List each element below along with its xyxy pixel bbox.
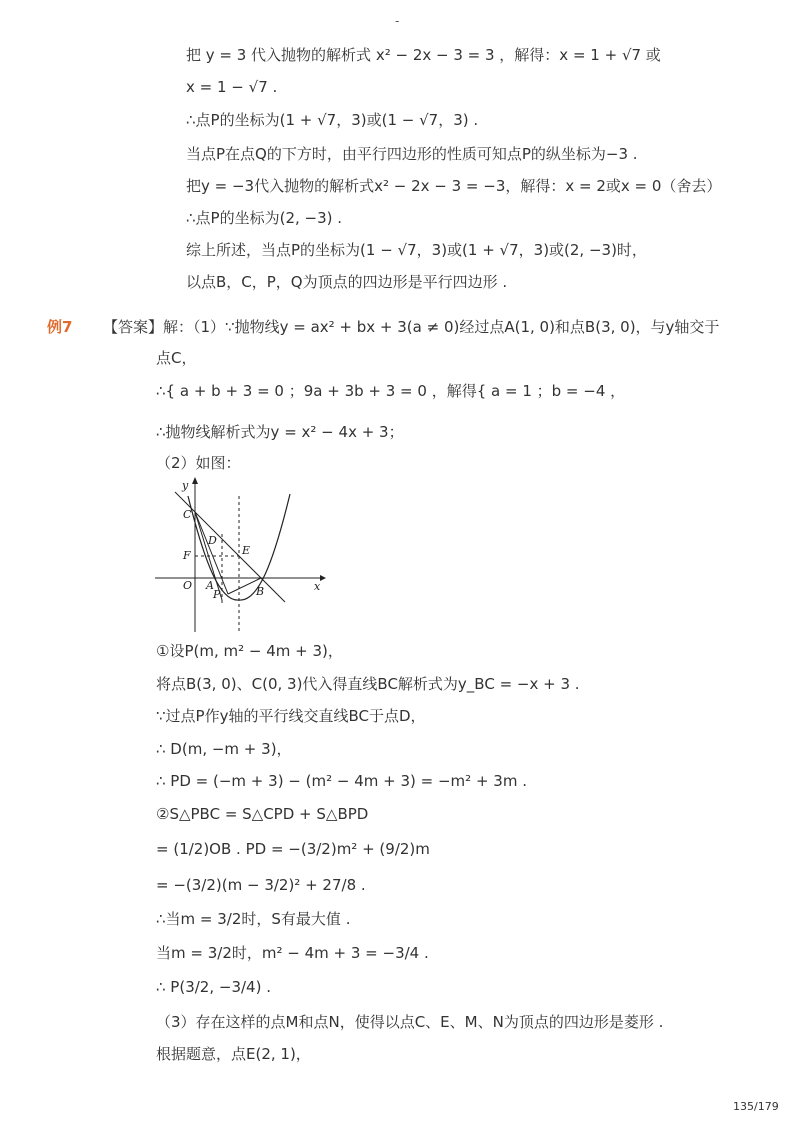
solution-line-9: ∴ PD = (−m + 3) − (m² − 4m + 3) = −m² + 3m .: [156, 772, 527, 790]
text-line-6: ∴点P的坐标为(2, −3) .: [186, 209, 343, 227]
label-f: F: [183, 549, 191, 562]
solution-line-14: 当m = 3/2时，m² − 4m + 3 = −3/4 .: [156, 944, 429, 962]
text-line-3: ∴点P的坐标为(1 + √7，3)或(1 − √7，3) .: [186, 111, 479, 129]
page-number: 135/179: [733, 1100, 779, 1113]
label-a: A: [206, 579, 214, 592]
y-axis-arrow: [192, 477, 198, 484]
solution-line-13: ∴当m = 3/2时，S有最大值 .: [156, 910, 351, 928]
solution-line-11: = (1/2)OB . PD = −(3/2)m² + (9/2)m: [156, 840, 430, 858]
solution-line-1: 点C，: [156, 349, 197, 367]
example-label: 例7: [47, 318, 73, 336]
text-line-8: 以点B，C，P，Q为顶点的四边形是平行四边形 .: [186, 273, 508, 291]
text-line-4: 当点P在点Q的下方时，由平行四边形的性质可知点P的纵坐标为−3 .: [186, 145, 638, 163]
solution-line-7: ∵过点P作y轴的平行线交直线BC于点D，: [156, 707, 426, 725]
solution-line-15: ∴ P(3/2, −3/4) .: [156, 978, 271, 996]
text-line-7: 综上所述，当点P的坐标为(1 − √7，3)或(1 + √7，3)或(2, −3)时，: [186, 241, 647, 259]
label-p: P: [213, 588, 221, 601]
solution-line-5: ①设P(m, m² − 4m + 3)，: [156, 642, 343, 660]
answer-intro: 【答案】解：（1）∵抛物线y = ax² + bx + 3(a ≠ 0)经过点A(1, 0)和点B(3, 0)，与y轴交于: [103, 318, 720, 336]
text-line-1: 把 y = 3 代入抛物的解析式 x² − 2x − 3 = 3 ，解得：x = 1 + √7 或: [186, 46, 661, 64]
text-line-5: 把y = −3代入抛物的解析式x² − 2x − 3 = −3，解得：x = 2或x = 0（舍去）: [186, 177, 722, 195]
solution-line-12: = −(3/2)(m − 3/2)² + 27/8 .: [156, 876, 366, 894]
solution-line-10: ②S△PBC = S△CPD + S△BPD: [156, 805, 369, 823]
solution-line-8: ∴ D(m, −m + 3)，: [156, 740, 292, 758]
solution-line-6: 将点B(3, 0)、C(0, 3)代入得直线BC解析式为y_BC = −x + 3 .: [156, 675, 580, 693]
parabola-figure: [150, 474, 330, 634]
label-y-axis: y: [182, 479, 189, 492]
solution-line-17: 根据题意，点E(2, 1)，: [156, 1045, 311, 1063]
solution-line-16: （3）存在这样的点M和点N，使得以点C、E、M、N为顶点的四边形是菱形 .: [156, 1013, 664, 1031]
header-mark: -: [395, 14, 400, 28]
solution-line-2: ∴{ a + b + 3 = 0 ；9a + 3b + 3 = 0 ，解得{ a = 1 ；b = −4 ，: [156, 382, 626, 400]
label-b: B: [256, 585, 265, 598]
label-c: C: [183, 508, 192, 521]
label-origin: O: [183, 579, 193, 592]
text-line-2: x = 1 − √7 .: [186, 78, 278, 96]
label-d: D: [208, 534, 217, 547]
solution-line-3: ∴抛物线解析式为y = x² − 4x + 3；: [156, 423, 404, 441]
label-x-axis: x: [314, 580, 321, 593]
label-e: E: [242, 544, 251, 557]
x-axis-arrow: [320, 575, 326, 581]
solution-line-4: （2）如图：: [156, 454, 241, 472]
